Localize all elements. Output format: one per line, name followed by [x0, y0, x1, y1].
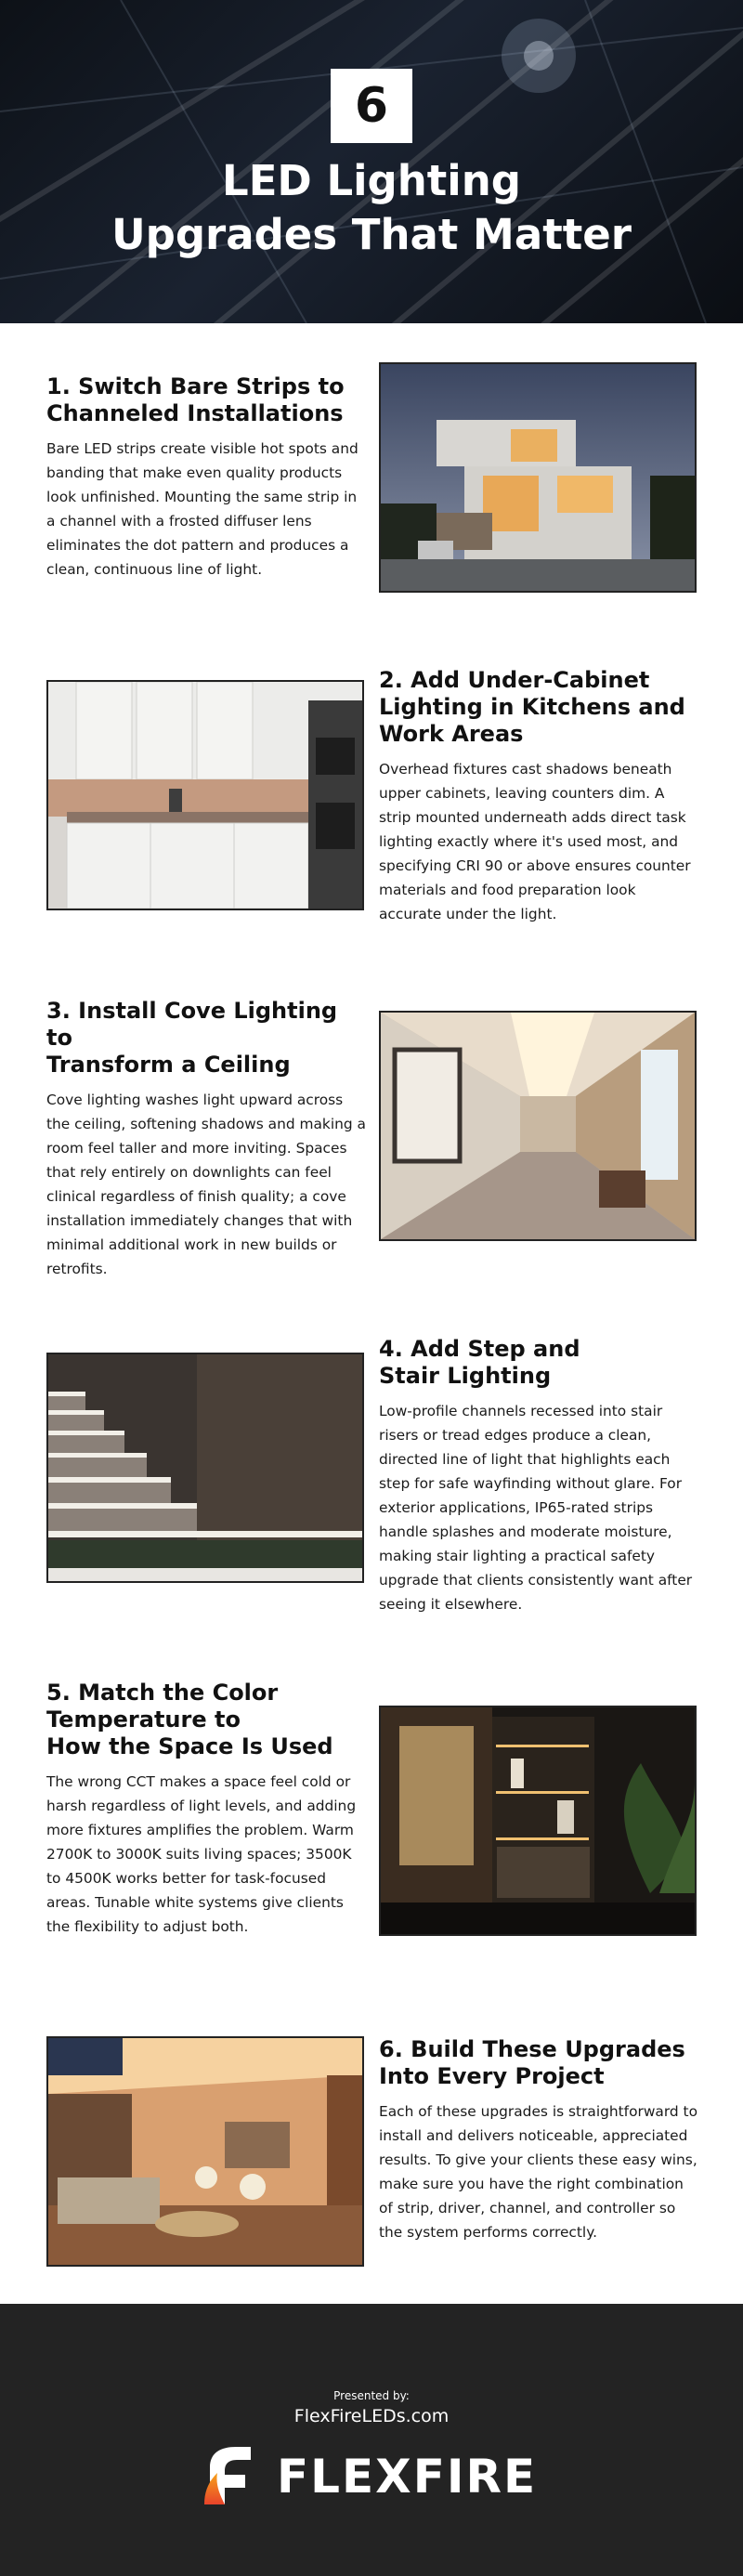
website-link[interactable]: FlexFireLEDs.com — [293, 2406, 450, 2426]
living-room-shelves-photo — [381, 1707, 695, 1934]
section-1 — [0, 323, 743, 643]
section-1-title: 1. Switch Bare Strips to Channeled Installations — [46, 373, 345, 426]
footer — [0, 2304, 743, 2576]
logo-wordmark: FLEXFIRE — [277, 2450, 538, 2504]
section-4-title: 4. Add Step and Stair Lighting — [379, 1336, 580, 1389]
section-2-image — [46, 680, 364, 910]
modern-house-photo — [381, 364, 695, 591]
section-3-text — [46, 998, 367, 1281]
presented-by-label: Presented by: — [333, 2389, 410, 2402]
section-3-title: 3. Install Cove Lighting to Transform a Ceiling — [46, 998, 338, 1078]
title-line-2: Upgrades That Matter — [111, 210, 632, 259]
kitchen-photo — [48, 682, 362, 909]
section-2-body: Overhead fixtures cast shadows beneath upper cabinets, leaving counters dim. A strip mounted underneath adds direct task lighting exactly where it's used most, and specifying CRI 90 or above ensures counter materials and food preparation look accurate under the light. — [379, 761, 691, 922]
section-6-image — [46, 2036, 364, 2267]
living-room-photo — [48, 2038, 362, 2265]
section-5-title: 5. Match the Color Temperature to How the Space Is Used — [46, 1680, 333, 1759]
section-4 — [0, 1325, 743, 1680]
section-4-body: Low-profile channels recessed into stair risers or tread edges produce a clean, directed line of light that highlights each step for safe wayfinding without glare. For exterior applications, IP65-rated strips handle splashes and moderate moisture, making stair lighting a practical safety upgrade that clients consistently want after seeing it elsewhere. — [379, 1403, 693, 1613]
hero-banner — [0, 0, 743, 323]
section-2 — [0, 643, 743, 974]
section-5-body: The wrong CCT makes a space feel cold or harsh regardless of light levels, and adding more fixtures amplifies the problem. Warm 2700K to 3000K suits living spaces; 3500K to 4500K works better for task-focused areas. Tunable white systems give clients the flexibility to adjust both. — [46, 1773, 357, 1935]
section-4-image — [46, 1353, 364, 1583]
page-title — [0, 154, 743, 262]
stair-lighting-photo — [48, 1354, 362, 1581]
flame-logo-icon — [201, 2443, 266, 2508]
section-1-body: Bare LED strips create visible hot spots and banding that make even quality products look unfinished. Mounting the same strip in a channel with a frosted diffuser lens eliminates the dot pattern and produces a clean, continuous line of light. — [46, 440, 358, 578]
title-line-1: LED Lighting — [222, 156, 521, 205]
section-2-text — [379, 667, 699, 926]
section-1-text — [46, 373, 367, 582]
flexfire-logo — [201, 2443, 544, 2508]
section-1-image — [379, 362, 697, 593]
section-5 — [0, 1680, 743, 2023]
section-6-title: 6. Build These Upgrades Into Every Project — [379, 2036, 685, 2089]
section-3 — [0, 974, 743, 1325]
section-3-body: Cove lighting washes light upward across the ceiling, softening shadows and making a room feel taller and more inviting. Spaces that rely entirely on downlights can feel clinical regardless of finish quality; a cove installation immediately changes that with minimal additional work in new builds or retrofits. — [46, 1092, 366, 1277]
section-5-image — [379, 1706, 697, 1936]
section-3-image — [379, 1011, 697, 1241]
section-5-text — [46, 1680, 367, 1939]
section-2-title: 2. Add Under-Cabinet Lighting in Kitchens and Work Areas — [379, 667, 685, 747]
hallway-cove-photo — [381, 1013, 695, 1239]
section-6-body: Each of these upgrades is straightforward to install and delivers noticeable, appreciated results. To give your clients these easy wins, make sure you have the right combination of strip, driver, channel, and controller so the system performs correctly. — [379, 2103, 698, 2241]
section-6-text — [379, 2036, 699, 2244]
hero-number-badge: 6 — [331, 69, 412, 143]
section-4-text — [379, 1336, 699, 1616]
section-6 — [0, 2023, 743, 2304]
